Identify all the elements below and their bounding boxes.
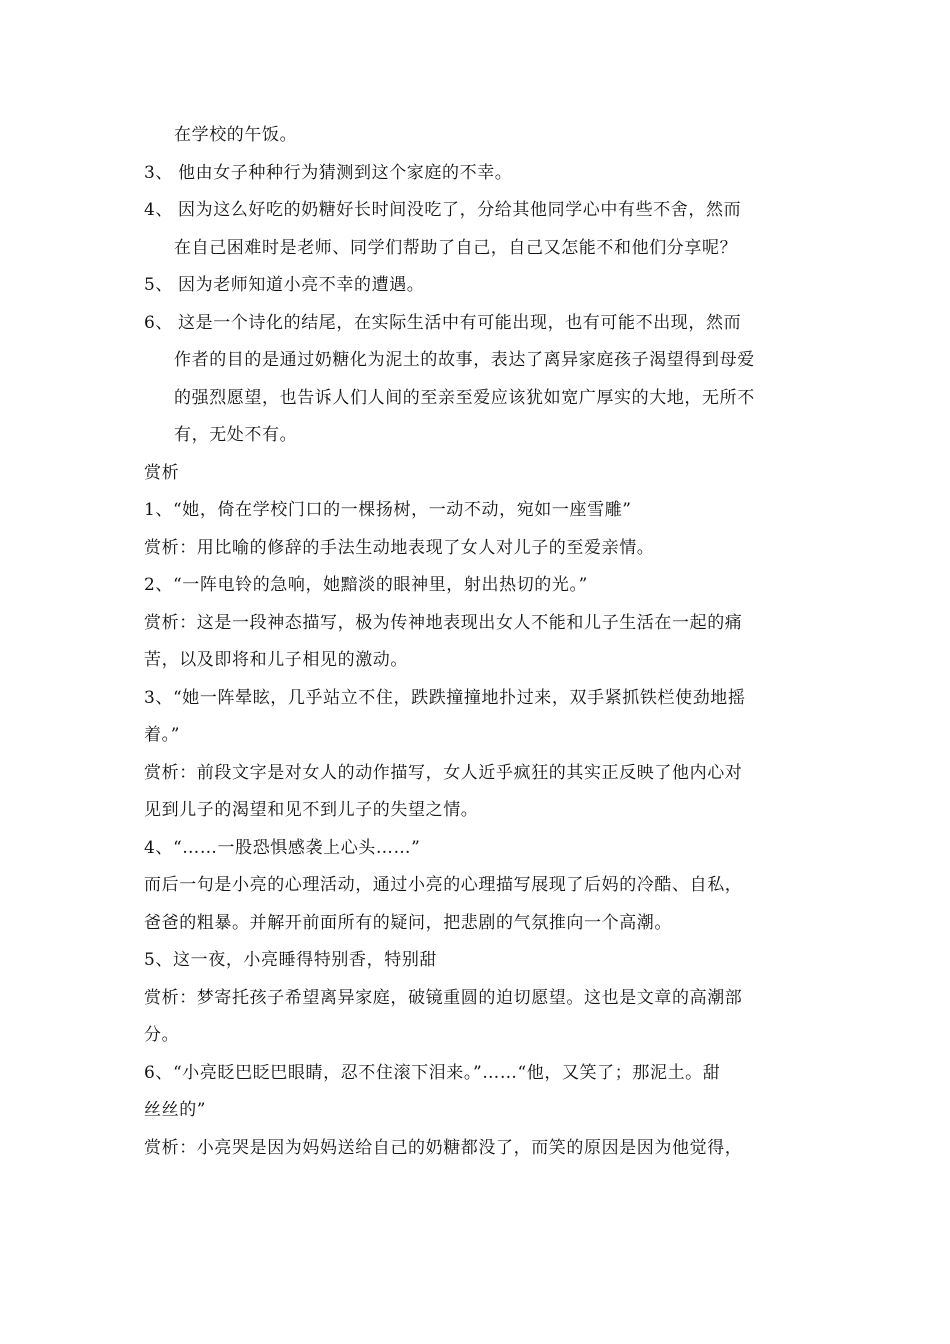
answer-number: 6、 <box>144 312 174 333</box>
appreciation-line: 见到儿子的渴望和见不到儿子的失望之情。 <box>144 800 479 820</box>
appreciation-line: 5、这一夜，小亮睡得特别香，特别甜 <box>144 950 438 970</box>
answer-text: 他由女子种种行为猜测到这个家庭的不幸。 <box>178 162 513 183</box>
answer-text: 因为老师知道小亮不幸的遭遇。 <box>178 275 425 295</box>
appreciation-line: 分。 <box>144 1025 180 1045</box>
answer-continuation-line: 作者的目的是通过奶糖化为泥土的故事，表达了离异家庭孩子渴望得到母爱 <box>174 350 755 370</box>
answer-item-3 <box>144 155 814 193</box>
appreciation-line: 2、“一阵电铃的急响，她黯淡的眼神里，射出热切的光。” <box>144 575 588 595</box>
answer-item-4 <box>144 192 814 230</box>
answer-number: 3、 <box>144 162 174 183</box>
appreciation-line: 而后一句是小亮的心理活动，通过小亮的心理描写展现了后妈的冷酷、自私， <box>144 875 743 895</box>
answer-continuation-line: 在学校的午饭。 <box>174 125 298 145</box>
answer-item-5 <box>144 267 814 305</box>
appreciation-line: 丝丝的” <box>144 1100 207 1120</box>
answer-continuation-line: 的强烈愿望，也告诉人们人间的至亲至爱应该犹如宽广厚实的大地，无所不 <box>174 387 755 408</box>
answer-continuation-line: 在自己困难时是老师、同学们帮助了自己，自己又怎能不和他们分享呢？ <box>174 237 738 258</box>
appreciation-line: 赏析：梦寄托孩子希望离异家庭，破镜重圆的迫切愿望。这也是文章的高潮部 <box>144 987 743 1008</box>
appreciation-line: 4、“……一股恐惧感袭上心头……” <box>144 837 421 858</box>
appreciation-line: 6、“小亮眨巴眨巴眼睛，忍不住滚下泪来。”……“他，又笑了；那泥土。甜 <box>144 1062 721 1083</box>
answer-number: 5、 <box>144 275 174 295</box>
answer-number: 4、 <box>144 200 174 220</box>
appreciation-line: 3、“她一阵晕眩，几乎站立不住，跌跌撞撞地扑过来，双手紧抓铁栏使劲地摇 <box>144 687 746 708</box>
answer-item-6 <box>144 305 814 343</box>
section-heading: 赏析 <box>144 462 180 483</box>
answer-text: 这是一个诗化的结尾，在实际生活中有可能出现，也有可能不出现，然而 <box>178 312 742 333</box>
appreciation-line: 1、“她，倚在学校门口的一棵扬树，一动不动，宛如一座雪雕” <box>144 500 632 520</box>
answer-text: 因为这么好吃的奶糖好长时间没吃了，分给其他同学心中有些不舍，然而 <box>178 200 742 220</box>
appreciation-line: 赏析：小亮哭是因为妈妈送给自己的奶糖都没了，而笑的原因是因为他觉得， <box>144 1137 743 1158</box>
appreciation-line: 着。” <box>144 725 180 745</box>
appreciation-line: 赏析：前段文字是对女人的动作描写，女人近乎疯狂的其实正反映了他内心对 <box>144 762 743 783</box>
appreciation-line: 赏析：这是一段神态描写，极为传神地表现出女人不能和儿子生活在一起的痛 <box>144 612 743 633</box>
appreciation-line: 苦，以及即将和儿子相见的激动。 <box>144 650 408 670</box>
appreciation-line: 赏析：用比喻的修辞的手法生动地表现了女人对儿子的至爱亲情。 <box>144 537 655 558</box>
answer-continuation-line: 有，无处不有。 <box>174 425 298 445</box>
appreciation-line: 爸爸的粗暴。并解开前面所有的疑问，把悲剧的气氛推向一个高潮。 <box>144 912 672 933</box>
document-body <box>144 117 814 1167</box>
